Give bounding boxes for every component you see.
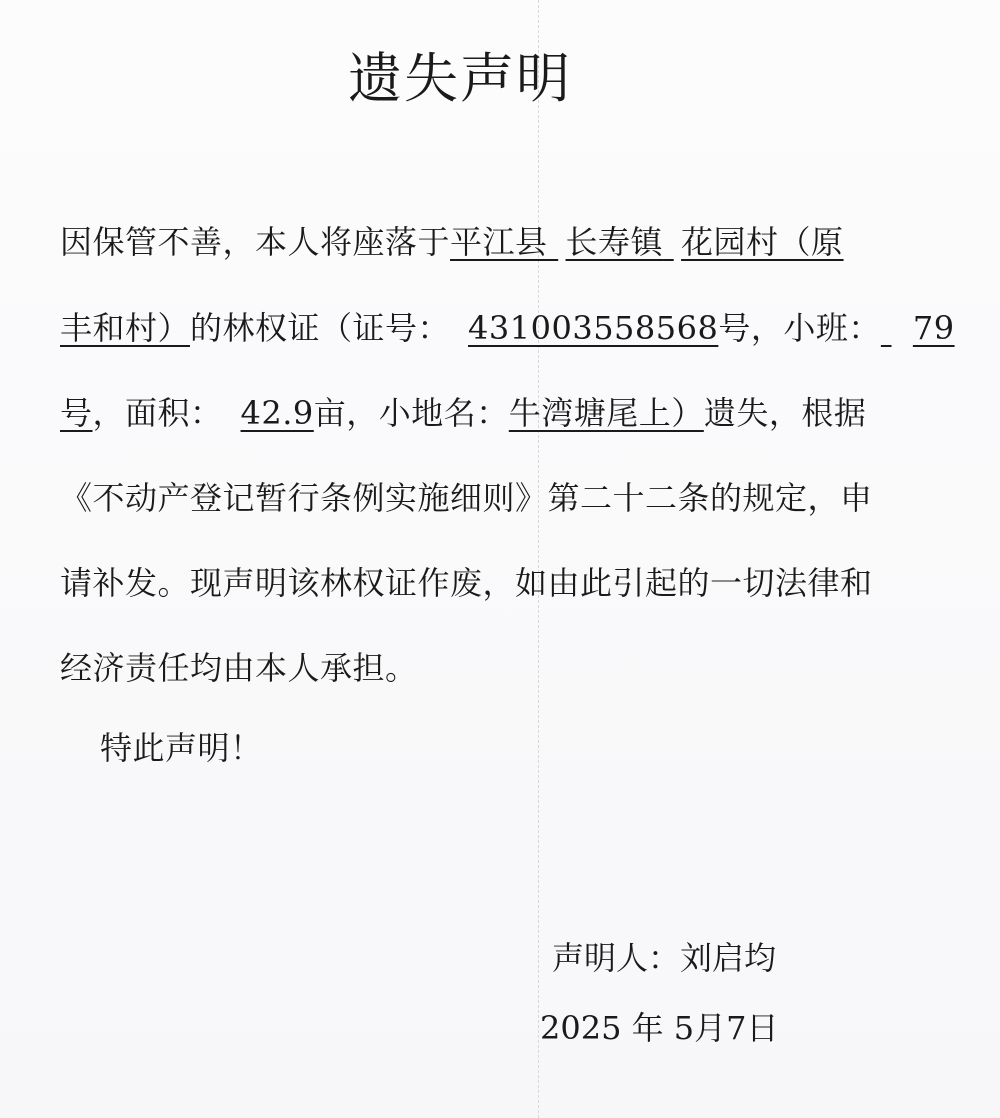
parcel-number: 79 xyxy=(912,309,955,347)
body-text: ，面积： xyxy=(92,394,223,432)
body-text: 亩，小地名： xyxy=(313,394,509,432)
closing-line: 特此声明！ xyxy=(100,729,263,767)
body-text: 因保管不善，本人将座落于 xyxy=(60,223,451,261)
body-line-4: 《不动产登记暂行条例实施细则》第二十二条的规定，申 xyxy=(60,479,873,517)
body-text: 的林权证（证号： xyxy=(190,309,451,347)
body-line-2 xyxy=(60,308,955,348)
body-text: 遗失，根据 xyxy=(703,394,867,432)
village-field: 花园村（原 xyxy=(681,223,844,261)
date-line: 2025 年 5月7日 xyxy=(540,1009,779,1047)
body-line-1 xyxy=(60,222,844,262)
place-name: 牛湾塘尾上） xyxy=(508,394,704,432)
village-field-cont: 丰和村） xyxy=(60,309,191,347)
parcel-unit: 号 xyxy=(60,394,93,432)
signer-line: 声明人：刘启均 xyxy=(552,939,777,977)
document-title: 遗失声明 xyxy=(348,47,572,110)
body-text: 号，小班： xyxy=(718,309,881,347)
certificate-number: 431003558568 xyxy=(468,309,719,347)
fold-line xyxy=(538,0,539,1118)
county-field: 平江县 xyxy=(450,223,548,261)
body-line-5: 请补发。现声明该林权证作废，如由此引起的一切法律和 xyxy=(60,564,873,602)
body-line-6: 经济责任均由本人承担。 xyxy=(60,649,418,687)
area-value: 42.9 xyxy=(240,394,314,432)
body-line-3 xyxy=(60,393,866,433)
town-field: 长寿镇 xyxy=(565,223,664,261)
